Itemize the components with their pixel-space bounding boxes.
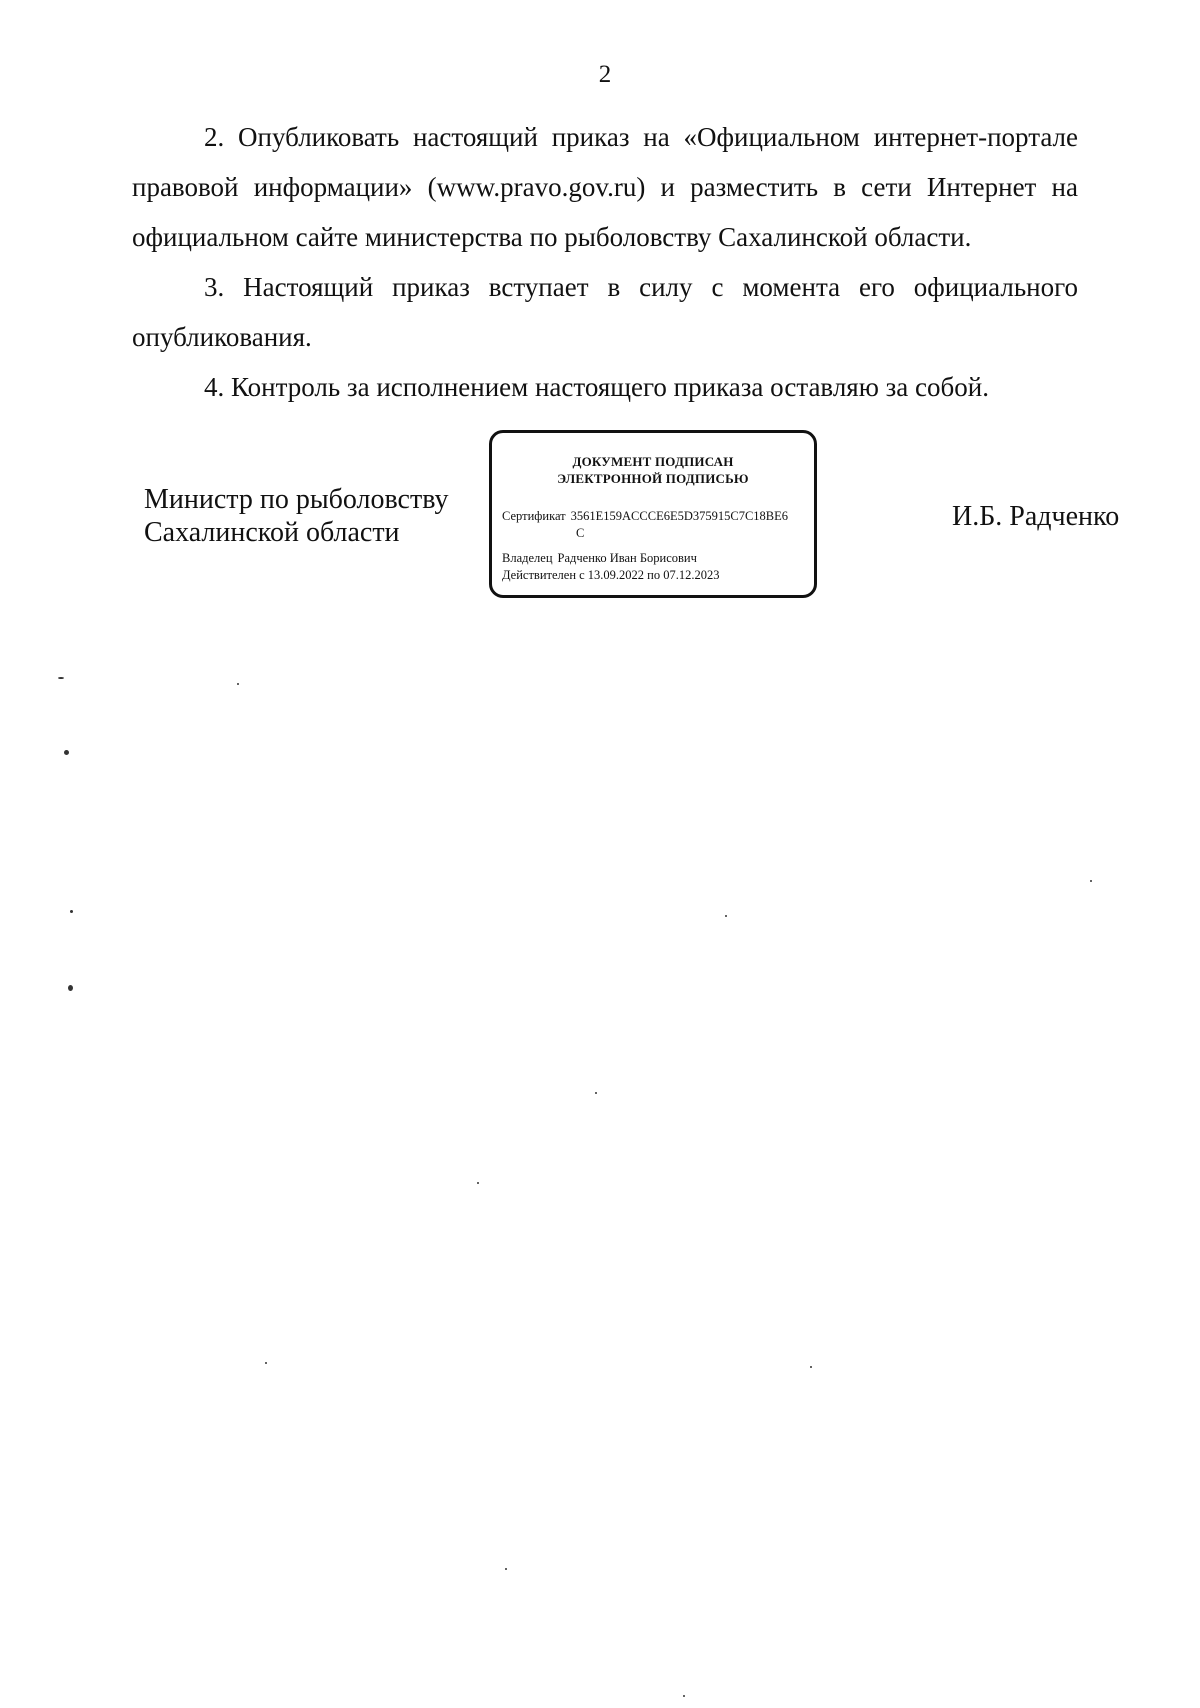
scan-speck	[810, 1366, 812, 1368]
stamp-header	[492, 453, 814, 487]
stamp-certificate-value: 3561E159ACCCE6E5D375915C7C18BE6	[570, 509, 789, 523]
paragraph-publication: 2. Опубликовать настоящий приказ на «Официальном интернет-портале правовой информации» (www.pravo.gov.ru) и разместить в сети Интернет на официальном сайте министерства по рыболовству Сахалинской области.	[132, 122, 1078, 252]
signer-name: И.Б. Радченко	[952, 501, 1120, 532]
scan-speck	[1090, 880, 1092, 882]
stamp-owner-value: Радченко Иван Борисович	[557, 551, 697, 565]
scan-speck	[725, 915, 727, 917]
electronic-signature-stamp	[489, 430, 817, 598]
scan-speck	[265, 1362, 267, 1364]
signer-position-line2: Сахалинской области	[144, 517, 400, 548]
signature-block	[0, 0, 1200, 620]
scan-speck	[683, 1695, 685, 1697]
scan-speck	[595, 1092, 597, 1094]
scan-speck	[58, 677, 64, 679]
scan-speck	[64, 750, 69, 755]
stamp-certificate-label: Сертификат	[502, 509, 566, 523]
scan-speck	[68, 985, 73, 991]
stamp-header-line2: ЭЛЕКТРОННОЙ ПОДПИСЬЮ	[557, 471, 749, 486]
signer-position	[144, 483, 449, 549]
stamp-certificate	[502, 508, 788, 524]
scan-speck	[477, 1182, 479, 1184]
scan-speck	[70, 910, 73, 913]
paragraph-entry-into-force: 3. Настоящий приказ вступает в силу с момента его официального опубликования.	[132, 272, 1078, 352]
scan-speck	[237, 683, 239, 685]
stamp-validity: Действителен с 13.09.2022 по 07.12.2023	[502, 568, 720, 582]
stamp-header-line1: ДОКУМЕНТ ПОДПИСАН	[572, 454, 734, 469]
page-number: 2	[598, 61, 612, 88]
stamp-owner-label: Владелец	[502, 551, 553, 565]
signer-position-line1: Министр по рыболовству	[144, 484, 449, 515]
stamp-certificate-value-tail: C	[576, 526, 585, 540]
paragraph-control: 4. Контроль за исполнением настоящего приказа оставляю за собой.	[204, 372, 989, 402]
stamp-owner	[502, 550, 697, 566]
scan-speck	[505, 1568, 507, 1570]
